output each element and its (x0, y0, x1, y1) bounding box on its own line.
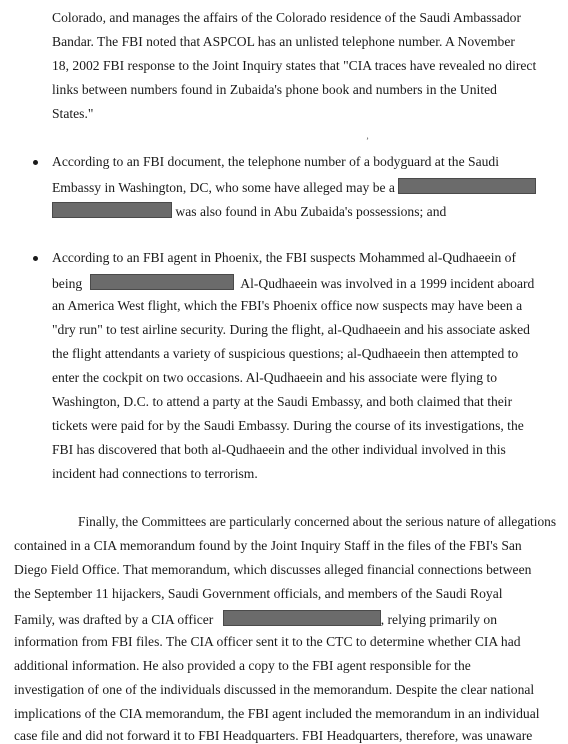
text-line: incident had connections to terrorism. (52, 466, 258, 481)
text-segment: , relying primarily on (380, 612, 498, 627)
text-line (52, 274, 534, 292)
text-line: States." (52, 106, 94, 121)
text-line: links between numbers found in Zubaida's phone book and numbers in the United (52, 82, 497, 97)
text-line: tickets were paid for by the Saudi Embassy. During the course of its investigations, the (52, 418, 524, 433)
text-line: Diego Field Office. That memorandum, which discusses alleged financial connections between (14, 562, 532, 577)
text-line: the September 11 hijackers, Saudi Government officials, and members of the Saudi Royal (14, 586, 503, 601)
text-line: Bandar. The FBI noted that ASPCOL has an unlisted telephone number. A November (52, 34, 515, 49)
text-line: Colorado, and manages the affairs of the Colorado residence of the Saudi Ambassador (52, 10, 521, 25)
text-line: According to an FBI document, the telephone number of a bodyguard at the Saudi (52, 154, 499, 169)
text-line: FBI has discovered that both al-Qudhaeein and the other individual involved in this (52, 442, 506, 457)
text-line: Finally, the Committees are particularly concerned about the serious nature of allegations (78, 514, 557, 529)
text-segment: was also found in Abu Zubaida's possessions; and (175, 204, 447, 219)
redaction-block (223, 610, 381, 626)
text-line: "dry run" to test airline security. During the flight, al-Qudhaeein and his associate asked (52, 322, 530, 337)
text-line: an America West flight, which the FBI's Phoenix office now suspects may have been a (52, 298, 523, 313)
bullet-icon (33, 160, 38, 165)
text-line (52, 178, 536, 196)
text-line: contained in a CIA memorandum found by the Joint Inquiry Staff in the files of the FBI's San (14, 538, 522, 553)
stray-mark: ʼ (366, 136, 369, 146)
text-line: information from FBI files. The CIA officer sent it to the CTC to determine whether CIA had (14, 634, 521, 649)
text-line: enter the cockpit on two occasions. Al-Qudhaeein and his associate were flying to (52, 370, 498, 385)
text-line: According to an FBI agent in Phoenix, the FBI suspects Mohammed al-Qudhaeein of (52, 250, 516, 265)
text-segment: Family, was drafted by a CIA officer (14, 612, 214, 627)
text-segment: being (52, 276, 83, 291)
text-segment: Embassy in Washington, DC, who some have alleged may be a (52, 180, 395, 195)
text-line: Washington, D.C. to attend a party at the Saudi Embassy, and both claimed that their (52, 394, 513, 409)
text-segment: Al-Qudhaeein was involved in a 1999 incident aboard (240, 276, 535, 291)
text-line (52, 202, 446, 220)
text-line: implications of the CIA memorandum, the FBI agent included the memorandum in an individual (14, 706, 540, 721)
redaction-block (90, 274, 234, 290)
redaction-block (52, 202, 172, 218)
text-line: investigation of one of the individuals discussed in the memorandum. Despite the clear national (14, 682, 535, 697)
text-line: additional information. He also provided a copy to the FBI agent responsible for the (14, 658, 471, 673)
text-line: 18, 2002 FBI response to the Joint Inquiry states that "CIA traces have revealed no direct (52, 58, 537, 73)
bullet-icon (33, 256, 38, 261)
text-line: the flight attendants a variety of suspicious questions; al-Qudhaeein then attempted to (52, 346, 519, 361)
text-line (14, 610, 497, 628)
text-line: case file and did not forward it to FBI Headquarters. FBI Headquarters, therefore, was unaware (14, 728, 533, 743)
redaction-block (398, 178, 536, 194)
